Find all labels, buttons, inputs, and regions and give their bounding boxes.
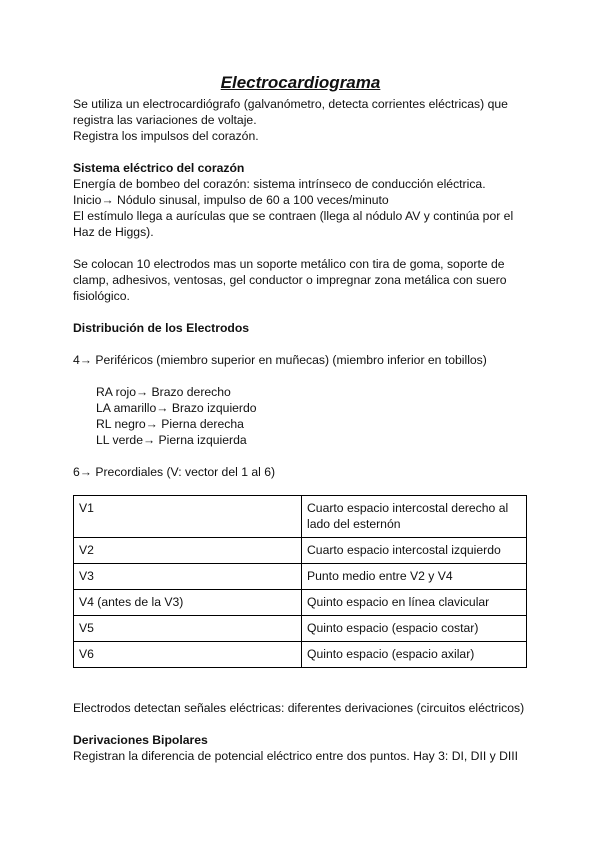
table-row <box>74 616 527 642</box>
table-row <box>74 496 527 538</box>
spacer <box>73 448 528 464</box>
sistema-line-2: Inicio→ Nódulo sinusal, impulso de 60 a 100 veces/minuto <box>73 193 389 207</box>
table-cell-lead: V1 <box>74 496 302 538</box>
electrodos-paragraph: Se colocan 10 electrodos mas un soporte metálico con tira de goma, soporte de clamp, adhesivos, ventosas, gel conductor o impregnar zona metálica con suero fisiológico. <box>73 257 507 303</box>
precordiales-line: 6→ Precordiales (V: vector del 1 al 6) <box>73 465 276 479</box>
section-heading-bipolares: Derivaciones Bipolares <box>73 733 208 747</box>
derivaciones-paragraph: Electrodos detectan señales eléctricas: diferentes derivaciones (circuitos eléctricos) <box>73 701 525 715</box>
bipolares-paragraph: Registran la diferencia de potencial eléctrico entre dos puntos. Hay 3: DI, DII y DIII <box>73 749 519 763</box>
limb-electrode-la: LA amarillo→ Brazo izquierdo <box>96 401 257 415</box>
precordial-table <box>73 495 527 668</box>
table-cell-position: Cuarto espacio intercostal izquierdo <box>302 538 527 564</box>
spacer <box>73 304 528 320</box>
document-page <box>73 72 528 764</box>
table-row <box>74 642 527 668</box>
table-cell-lead: V3 <box>74 564 302 590</box>
section-heading-distribucion: Distribución de los Electrodos <box>73 321 250 335</box>
table-cell-position: Quinto espacio en línea clavicular <box>302 590 527 616</box>
intro-paragraph-1: Se utiliza un electrocardiógrafo (galvanómetro, detecta corrientes eléctricas) que registra las variaciones de voltaje. <box>73 97 508 127</box>
table-cell-lead: V2 <box>74 538 302 564</box>
table-cell-position: Quinto espacio (espacio costar) <box>302 616 527 642</box>
table-row <box>74 538 527 564</box>
table-row <box>74 590 527 616</box>
table-cell-position: Punto medio entre V2 y V4 <box>302 564 527 590</box>
table-cell-position: Cuarto espacio intercostal derecho al lado del esternón <box>302 496 527 538</box>
spacer <box>73 240 528 256</box>
table-row <box>74 564 527 590</box>
section-heading-sistema: Sistema eléctrico del corazón <box>73 161 245 175</box>
spacer <box>73 144 528 160</box>
limb-electrode-ll: LL verde→ Pierna izquierda <box>96 433 247 447</box>
spacer <box>73 368 528 384</box>
limb-electrode-ra: RA rojo→ Brazo derecho <box>96 385 231 399</box>
table-cell-position: Quinto espacio (espacio axilar) <box>302 642 527 668</box>
spacer <box>73 336 528 352</box>
table-cell-lead: V5 <box>74 616 302 642</box>
sistema-line-3: El estímulo llega a aurículas que se contraen (llega al nódulo AV y continúa por el Haz de Higgs). <box>73 209 514 239</box>
page-title: Electrocardiograma <box>220 73 381 92</box>
table-cell-lead: V4 (antes de la V3) <box>74 590 302 616</box>
perifericos-line: 4→ Periféricos (miembro superior en muñecas) (miembro inferior en tobillos) <box>73 353 487 367</box>
spacer <box>73 716 528 732</box>
table-cell-lead: V6 <box>74 642 302 668</box>
sistema-line-1: Energía de bombeo del corazón: sistema intrínseco de conducción eléctrica. <box>73 177 486 191</box>
intro-paragraph-2: Registra los impulsos del corazón. <box>73 129 259 143</box>
limb-electrode-rl: RL negro→ Pierna derecha <box>96 417 244 431</box>
